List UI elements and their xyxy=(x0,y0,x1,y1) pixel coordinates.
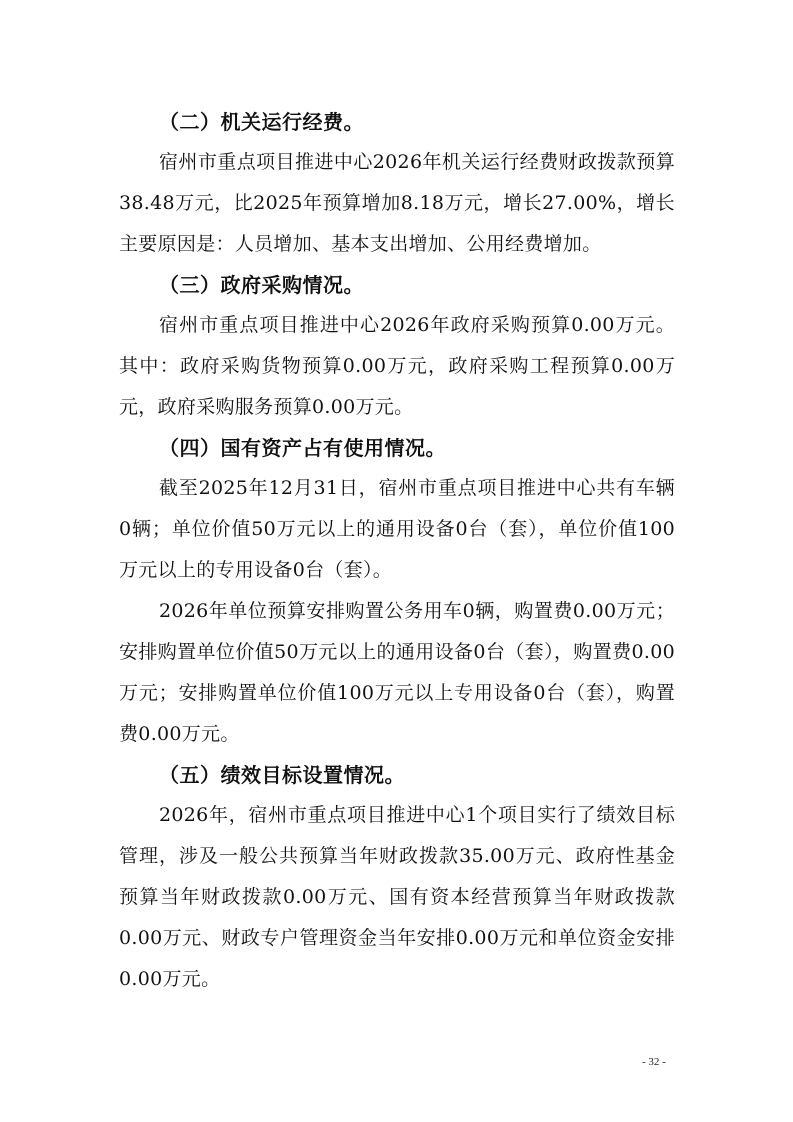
paragraph-procurement: 宿州市重点项目推进中心2026年政府采购预算0.00万元。其中：政府采购货物预算0.00万元，政府采购工程预算0.00万元，政府采购服务预算0.00万元。 xyxy=(119,314,675,418)
paragraph-assets-holdings: 截至2025年12月31日，宿州市重点项目推进中心共有车辆0辆；单位价值50万元以上的通用设备0台（套），单位价值100万元以上的专用设备0台（套）。 xyxy=(119,477,675,581)
heading-performance: （五）绩效目标设置情况。 xyxy=(159,763,405,787)
page-number: - 32 - xyxy=(642,1056,666,1068)
heading-admin-expense: （二）机关运行经费。 xyxy=(159,110,364,134)
paragraph-assets-purchases: 2026年单位预算安排购置公务用车0辆，购置费0.00万元；安排购置单位价值50万元以上的通用设备0台（套），购置费0.00万元；安排购置单位价值100万元以上专用设备0台（套），购置费0.00万元。 xyxy=(119,600,675,745)
paragraph-admin-expense: 宿州市重点项目推进中心2026年机关运行经费财政拨款预算38.48万元，比2025年预算增加8.18万元，增长27.00%，增长主要原因是：人员增加、基本支出增加、公用经费增加。 xyxy=(119,151,675,255)
page-content xyxy=(119,102,675,1000)
paragraph-performance: 2026年，宿州市重点项目推进中心1个项目实行了绩效目标管理，涉及一般公共预算当年财政拨款35.00万元、政府性基金预算当年财政拨款0.00万元、国有资本经营预算当年财政拨款0.00万元、财政专户管理资金当年安排0.00万元和单位资金安排0.00万元。 xyxy=(119,804,675,990)
heading-assets: （四）国有资产占有使用情况。 xyxy=(159,436,446,460)
heading-procurement: （三）政府采购情况。 xyxy=(159,273,364,297)
